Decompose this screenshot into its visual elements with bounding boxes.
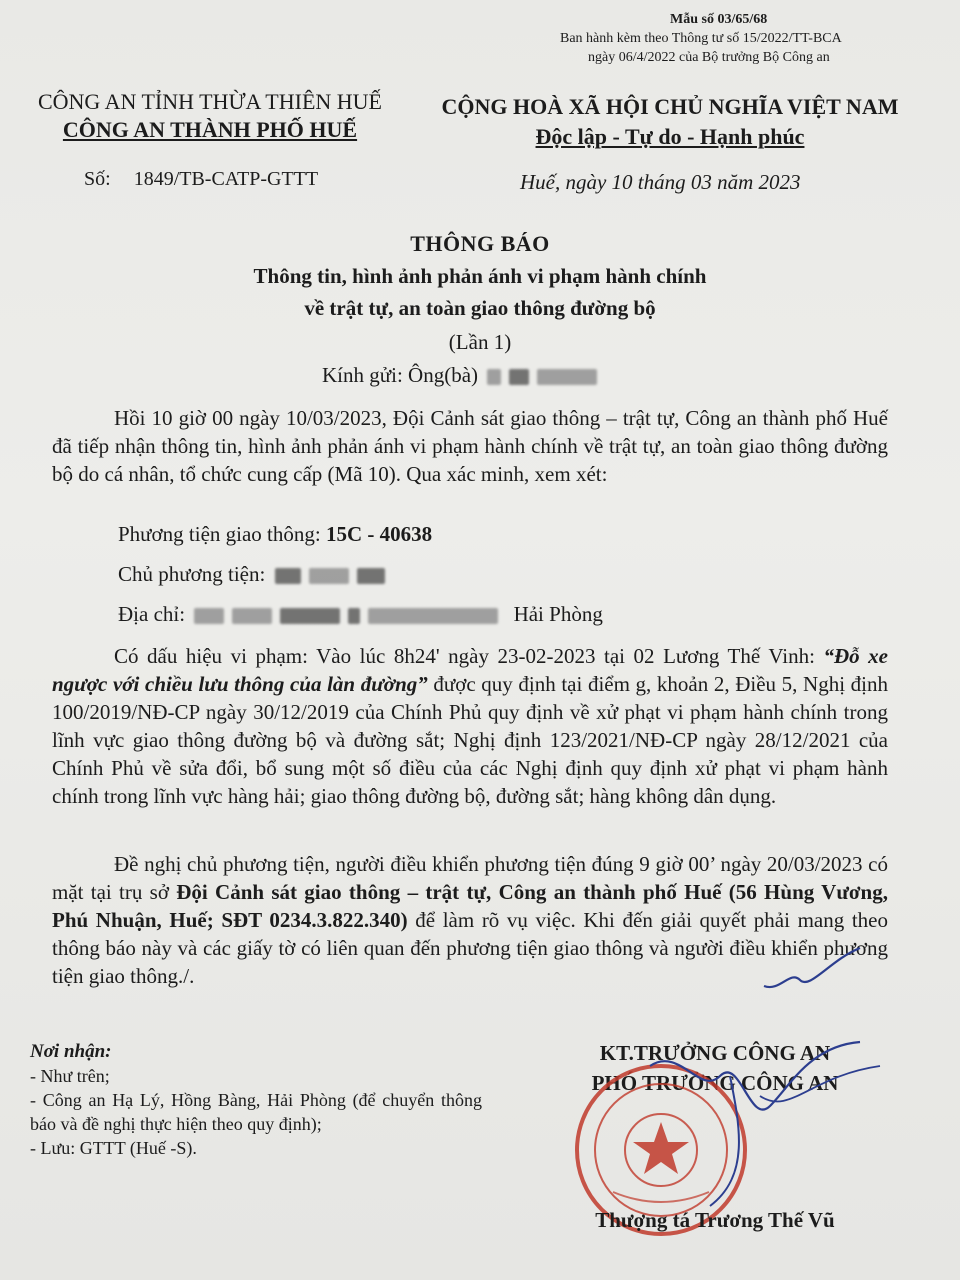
signer-name: Thượng tá Trương Thế Vũ	[595, 1208, 835, 1232]
request-instructions: để làm rõ vụ việc. Khi đến giải quyết phải mang theo thông báo này và các giấy tờ có liên quan đến phương tiện giao thông và người điều khiển phương tiện giao thông./.	[52, 908, 889, 988]
redacted-address	[348, 608, 360, 624]
notice-subtitle-line1: Thông tin, hình ảnh phản ánh vi phạm hành chính	[253, 264, 707, 288]
vehicle-label: Phương tiện giao thông:	[118, 522, 321, 546]
document-number	[84, 168, 318, 191]
agency-line1: CÔNG AN TỈNH THỪA THIÊN HUẾ	[37, 89, 382, 114]
pen-mark-icon	[760, 940, 880, 1000]
request-intro: Đề nghị chủ phương tiện, người điều khiển phương tiện đúng 9 giờ 00’ ngày 20/03/2023 có mặt tại trụ sở	[52, 852, 888, 904]
form-number-block	[560, 10, 880, 67]
republic-header	[420, 92, 920, 152]
notice-subtitle-line2: về trật tự, an toàn giao thông đường bộ	[304, 296, 656, 320]
signature-title-line1: KT.TRƯỞNG CÔNG AN	[599, 1041, 831, 1065]
owner-label: Chủ phương tiện:	[118, 562, 266, 586]
paragraph-receipt	[52, 404, 888, 488]
redacted-address	[368, 608, 498, 624]
handwritten-signature-icon	[640, 1036, 900, 1236]
owner-line	[118, 562, 389, 587]
notice-heading: THÔNG BÁO	[410, 231, 550, 256]
redacted-owner	[275, 568, 301, 584]
address-line	[118, 602, 603, 627]
recipient-item: - Như trên;	[30, 1066, 110, 1086]
paragraph-violation	[52, 642, 888, 810]
paragraph-receipt-text: Hồi 10 giờ 00 ngày 10/03/2023, Đội Cảnh sát giao thông – trật tự, Công an thành phố Huế đã tiếp nhận thông tin, hình ảnh phản ánh vi phạm hành chính về trật tự, an toàn giao thông đường bộ do cá nhân, tổ chức cung cấp (Mã 10). Qua xác minh, xem xét:	[52, 406, 888, 486]
redacted-name	[509, 369, 529, 385]
document-number-value: 1849/TB-CATP-GTTT	[133, 168, 319, 190]
recipient-item: - Lưu: GTTT (Huế -S).	[30, 1138, 197, 1158]
notice-title	[180, 228, 780, 324]
request-office: Đội Cảnh sát giao thông – trật tự, Công an thành phố Huế (56 Hùng Vương, Phú Nhuận, Huế; SĐT 0234.3.822.340)	[52, 880, 888, 932]
form-number: Mẫu số 03/65/68	[670, 12, 768, 27]
form-issued-with-line2: ngày 06/4/2022 của Bộ trưởng Bộ Công an	[588, 50, 830, 65]
republic-motto: Độc lập - Tự do - Hạnh phúc	[535, 124, 805, 149]
form-issued-with-line1: Ban hành kèm theo Thông tư số 15/2022/TT-BCA	[560, 31, 842, 46]
vehicle-line	[118, 522, 432, 547]
agency-header	[20, 88, 400, 144]
redacted-name	[487, 369, 501, 385]
republic-line1: CỘNG HOÀ XÃ HỘI CHỦ NGHĨA VIỆT NAM	[441, 94, 899, 119]
recipients-label: Nơi nhận:	[30, 1041, 112, 1062]
signature-title-line2: PHÓ TRƯỞNG CÔNG AN	[591, 1071, 839, 1095]
recipient-item: - Công an Hạ Lý, Hồng Bàng, Hải Phòng (để chuyển thông báo và đề nghị thực hiện theo quy định);	[30, 1090, 482, 1134]
violation-legal-basis: được quy định tại điểm g, khoản 2, Điều 5, Nghị định 100/2019/NĐ-CP ngày 30/12/2019 của Chính Phủ quy định về xử phạt vi phạm hành chính trong lĩnh vực giao thông đường bộ và đường sắt; Nghị định 123/2021/NĐ-CP ngày 28/12/2021 của Chính Phủ về sửa đổi, bổ sung một số điều của các Nghị định quy định xử phạt vi phạm hành chính trong lĩnh vực hàng hải; giao thông đường bộ, đường sắt; hàng không dân dụng.	[52, 672, 888, 808]
address-label: Địa chỉ:	[118, 602, 186, 626]
addressee-label: Kính gửi: Ông(bà)	[322, 363, 479, 387]
address-city: Hải Phòng	[513, 602, 603, 626]
redacted-address	[194, 608, 224, 624]
violation-description: “Đỗ xe ngược với chiều lưu thông của làn đường”	[52, 644, 888, 696]
redacted-owner	[309, 568, 349, 584]
addressee	[322, 363, 601, 388]
document-date: Huế, ngày 10 tháng 03 năm 2023	[520, 170, 801, 194]
document-number-label: Số:	[84, 168, 111, 190]
redacted-name	[537, 369, 597, 385]
recipients-block	[30, 1040, 482, 1160]
agency-line2: CÔNG AN THÀNH PHỐ HUẾ	[62, 117, 358, 142]
redacted-owner	[357, 568, 385, 584]
redacted-address	[280, 608, 340, 624]
violation-intro: Có dấu hiệu vi phạm: Vào lúc 8h24' ngày 23-02-2023 tại 02 Lương Thế Vinh:	[114, 644, 824, 668]
redacted-address	[232, 608, 272, 624]
vehicle-plate: 15C - 40638	[325, 522, 433, 546]
notice-iteration: (Lần 1)	[448, 330, 512, 354]
